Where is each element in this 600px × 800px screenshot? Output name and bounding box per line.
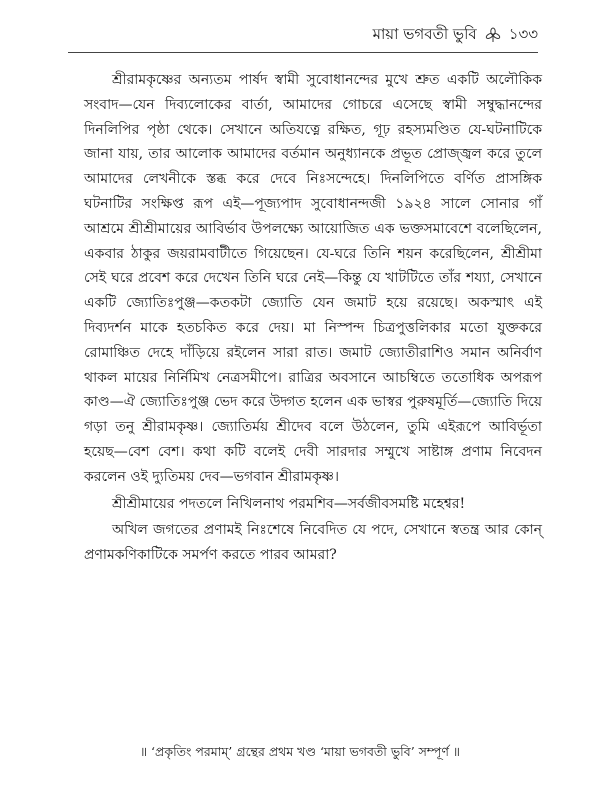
paragraph: শ্রীরামকৃষ্ণের অন্যতম পার্ষদ স্বামী সুবোধানন্দের মুখে শ্রুত একটি অলৌকিক সংবাদ—যেন দিব্যলোকের বার্তা, আমাদের গোচরে এসেছে স্বামী সম্বুদ্ধানন্দের দিনলিপির পৃষ্ঠা থেকে। সেখানে অতিযত্নে রক্ষিত, গূঢ় রহস্যমণ্ডিত যে-ঘটনাটিকে জানা যায়, তার আলোক আমাদের বর্তমান অনুধ্যানকে প্রভূত প্রোজ্জ্বল করে তুলে আমাদের লেখনীকে স্তব্ধ করে দেবে নিঃসন্দেহে। দিনলিপিতে বর্ণিত প্রাসঙ্গিক ঘটনাটির সংক্ষিপ্ত রূপ এই—পূজ্যপাদ সুবোধানন্দজী ১৯২৪ সালে সোনার গাঁ আশ্রমে শ্রীশ্রীমায়ের আবির্ভাব উপলক্ষ্যে আয়োজিত এক ভক্তসমাবেশে বলেছিলেন, একবার ঠাকুর জয়রামবাটীতে গিয়েছেন। যে-ঘরে তিনি শয়ন করেছিলেন, শ্রীশ্রীমা সেই ঘরে প্রবেশ করে দেখেন তিনি ঘরে নেই—কিন্তু যে খাটটিতে তাঁর শয্যা, সেখানে একটি জ্যোতিঃপুঞ্জ—কতকটা জ্যোতি যেন জমাট হয়ে রয়েছে। অকস্মাৎ এই দিব্যদর্শন মাকে হতচকিত করে দেয়। মা নিস্পন্দ চিত্রপুত্তলিকার মতো যুক্তকরে রোমাঞ্চিত দেহে দাঁড়িয়ে রইলেন সারা রাত। জমাট জ্যোতীরাশিও সমান অনির্বাণ থাকল মায়ের নির্নিমিখ নেত্রসমীপে। রাত্রির অবসানে আচম্বিতে ততোধিক অপরূপ কাণ্ড—ঐ জ্যোতিঃপুঞ্জ ভেদ করে উদ্গত হলেন এক ভাস্বর পুরুষমূর্তি—জ্যোতি দিয়ে গড়া তনু শ্রীরামকৃষ্ণ। জ্যোতির্ময় শ্রীদেব বলে উঠলেন, তুমি এইরূপে আবির্ভূতা হয়েছ—বেশ বেশ। কথা কটি বলেই দেবী সারদার সম্মুখে সাষ্টাঙ্গ প্রণাম নিবেদন করলেন ওই দ্যুতিময় দেব—ভগবান শ্রীরামকৃষ্ণ। xyxy=(84,72,543,485)
header-title: মায়া ভগবতী ভুবি xyxy=(372,24,477,43)
paragraph: শ্রীশ্রীমায়ের পদতলে নিখিলনাথ পরমশিব—সর্বজীবসমষ্টি মহেশ্বর! xyxy=(112,495,466,512)
page-number: ১৩৩ xyxy=(508,24,538,43)
paragraph: অখিল জগতের প্রণামই নিঃশেষে নিবেদিত যে পদে, সেখানে স্বতন্ত্র আর কোন্ প্রণামকণিকাটিকে সমর্পণ করতে পারব আমরা? xyxy=(84,522,542,564)
main-text xyxy=(84,68,542,568)
book-end-note: ॥ ‘প্রকৃতিং পরমাম্’ গ্রন্থের প্রথম খণ্ড ‘মায়া ভগবতী ভুবি’ সম্পূর্ণ ॥ xyxy=(140,744,460,759)
flower-icon xyxy=(485,27,501,43)
header-divider xyxy=(68,52,538,53)
running-header xyxy=(60,22,538,48)
